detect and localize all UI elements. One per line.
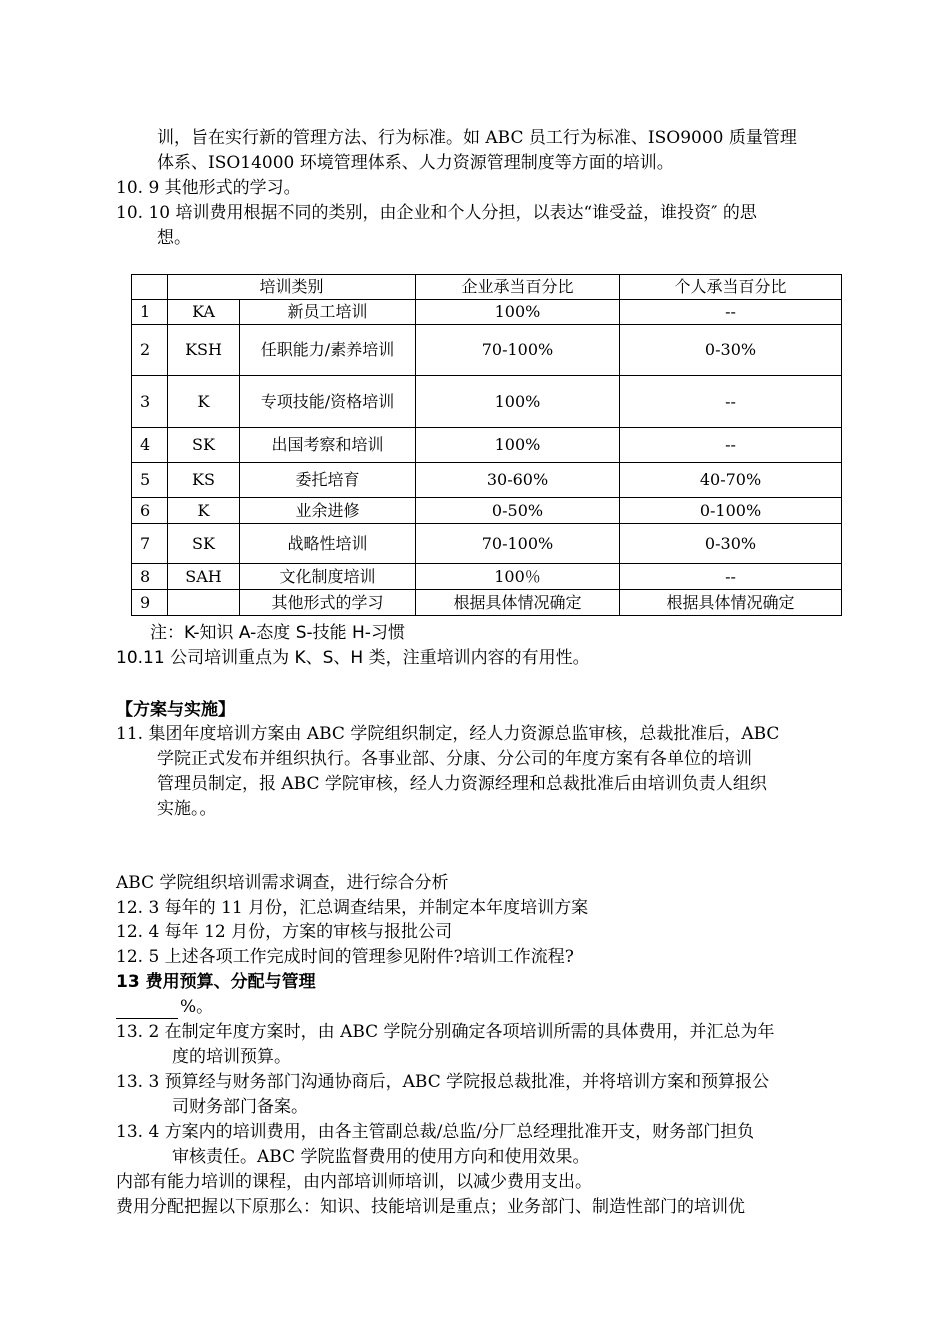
item-13-blank (116, 995, 213, 1019)
row-name: 业余进修 (240, 498, 416, 524)
para-11-line-3: 管理员制定，报 ABC 学院审核，经人力资源经理和总裁批准后由培训负责人组织 (157, 774, 767, 794)
row-person: -- (620, 428, 842, 463)
row-company: 30-60% (416, 463, 620, 498)
row-no: 4 (132, 428, 168, 463)
row-name: 战略性培训 (240, 524, 416, 564)
row-code: SK (168, 524, 240, 564)
row-code: K (168, 498, 240, 524)
item-10-10: 10. 10 培训费用根据不同的类别，由企业和个人分担，以表达“谁受益，谁投资″ 的思 (116, 203, 757, 223)
item-13-4-line-1: 13. 4 方案内的培训费用，由各主管副总裁/总监/分厂总经理批准开支，财务部门担负 (116, 1122, 755, 1142)
row-no: 5 (132, 463, 168, 498)
row-no: 2 (132, 325, 168, 376)
item-12-4: 12. 4 每年 12 月份，方案的审核与报批公司 (116, 922, 453, 942)
para-11-line-2: 学院正式发布并组织执行。各事业部、分康、分公司的年度方案有各单位的培训 (157, 749, 752, 769)
row-name: 委托培育 (240, 463, 416, 498)
para-11-line-4: 实施。。 (157, 799, 217, 819)
item-13-4-line-2: 审核责任。ABC 学院监督费用的使用方向和使用效果。 (172, 1147, 590, 1167)
row-company: 100% (416, 428, 620, 463)
row-company: 100% (416, 300, 620, 325)
table-row (132, 463, 842, 498)
row-no: 7 (132, 524, 168, 564)
row-code: SK (168, 428, 240, 463)
item-10-10-cont: 想。 (157, 228, 191, 248)
internal-training-line: 内部有能力培训的课程，由内部培训师培训，以减少费用支出。 (116, 1172, 592, 1192)
table-row (132, 564, 842, 590)
header-empty (132, 275, 168, 300)
item-12-5: 12. 5 上述各项工作完成时间的管理参见附件?培训工作流程? (116, 947, 574, 967)
intro-line-2: 体系、ISO14000 环境管理体系、人力资源管理制度等方面的培训。 (157, 153, 674, 173)
section-title-plan: 【方案与实施】 (116, 700, 235, 720)
item-10-9: 10. 9 其他形式的学习。 (116, 178, 301, 198)
section-title-13: 13 费用预算、分配与管理 (116, 972, 316, 992)
row-person: 根据具体情况确定 (620, 590, 842, 616)
row-code: SAH (168, 564, 240, 590)
row-company: 100% (416, 376, 620, 428)
row-code (168, 590, 240, 616)
row-name: 任职能力/素养培训 (240, 325, 416, 376)
item-13-2-line-2: 度的培训预算。 (172, 1047, 291, 1067)
para-11-line-1: 11. 集团年度培训方案由 ABC 学院组织制定，经人力资源总监审核，总裁批准后，ABC (116, 724, 780, 744)
row-company: 根据具体情况确定 (416, 590, 620, 616)
table-note: 注：K-知识 A-态度 S-技能 H-习惯 (150, 623, 405, 643)
row-no: 1 (132, 300, 168, 325)
intro-line-1: 训，旨在实行新的管理方法、行为标准。如 ABC 员工行为标准、ISO9000 质量管理 (157, 128, 797, 148)
item-12-survey: ABC 学院组织培训需求调查，进行综合分析 (116, 873, 449, 893)
allocation-principle-line: 费用分配把握以下原那么：知识、技能培训是重点；业务部门、制造性部门的培训优 (116, 1197, 745, 1217)
row-person: -- (620, 300, 842, 325)
table-row (132, 376, 842, 428)
table-row (132, 325, 842, 376)
item-10-11: 10.11 公司培训重点为 K、S、H 类，注重培训内容的有用性。 (116, 648, 590, 668)
blank-line (116, 1002, 178, 1019)
table-row (132, 300, 842, 325)
table-row (132, 498, 842, 524)
item-13-2-line-1: 13. 2 在制定年度方案时，由 ABC 学院分别确定各项培训所需的具体费用，并汇总为年 (116, 1022, 775, 1042)
row-name: 出国考察和培训 (240, 428, 416, 463)
row-no: 8 (132, 564, 168, 590)
table-row (132, 524, 842, 564)
table-row (132, 428, 842, 463)
row-no: 3 (132, 376, 168, 428)
header-company: 企业承当百分比 (416, 275, 620, 300)
row-person: 0-30% (620, 325, 842, 376)
row-company: 0-50% (416, 498, 620, 524)
row-code: KS (168, 463, 240, 498)
header-category: 培训类别 (168, 275, 416, 300)
row-person: -- (620, 564, 842, 590)
row-name: 其他形式的学习 (240, 590, 416, 616)
item-13-3-line-2: 司财务部门备案。 (172, 1097, 308, 1117)
row-name: 新员工培训 (240, 300, 416, 325)
row-person: 40-70% (620, 463, 842, 498)
row-code: K (168, 376, 240, 428)
row-no: 9 (132, 590, 168, 616)
row-no: 6 (132, 498, 168, 524)
row-name: 文化制度培训 (240, 564, 416, 590)
row-company: 70-100% (416, 325, 620, 376)
row-code: KA (168, 300, 240, 325)
row-person: 0-100% (620, 498, 842, 524)
blank-suffix: %。 (180, 997, 214, 1017)
training-cost-table (131, 274, 842, 616)
row-company: 100％ (416, 564, 620, 590)
row-person: 0-30% (620, 524, 842, 564)
item-12-3: 12. 3 每年的 11 月份，汇总调查结果，并制定本年度培训方案 (116, 898, 589, 918)
table-header-row (132, 275, 842, 300)
table-row (132, 590, 842, 616)
row-company: 70-100% (416, 524, 620, 564)
row-name: 专项技能/资格培训 (240, 376, 416, 428)
header-person: 个人承当百分比 (620, 275, 842, 300)
row-person: -- (620, 376, 842, 428)
row-code: KSH (168, 325, 240, 376)
item-13-3-line-1: 13. 3 预算经与财务部门沟通协商后，ABC 学院报总裁批准，并将培训方案和预算报公 (116, 1072, 770, 1092)
